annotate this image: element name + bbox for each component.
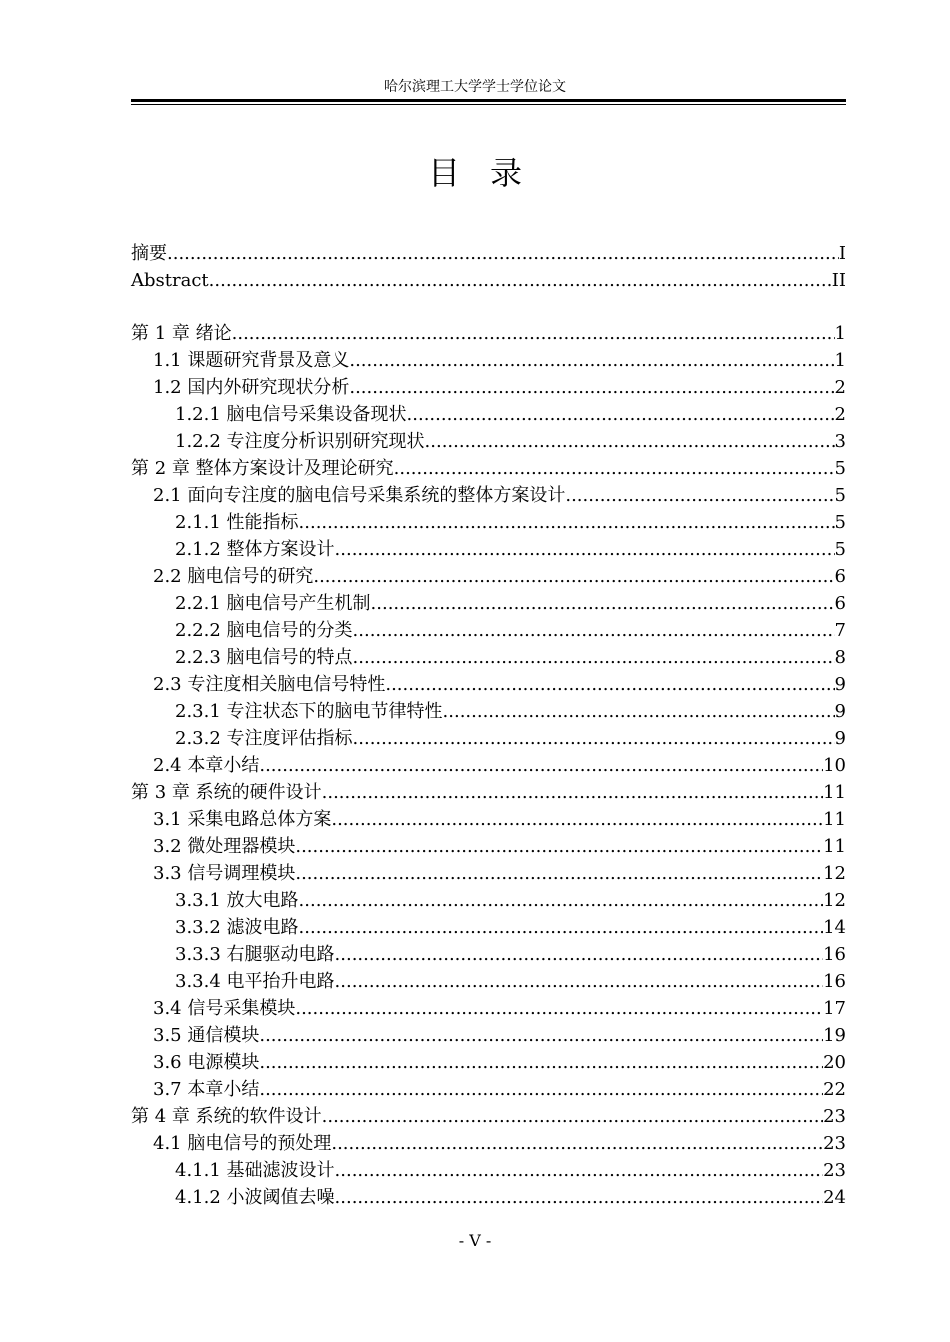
toc-entry-label: 2.2.2 脑电信号的分类: [175, 620, 353, 641]
toc-entry-page: 8: [834, 647, 846, 668]
dot-leader: [322, 779, 823, 806]
dot-leader: [299, 914, 824, 941]
toc-entry-label: 3.2 微处理器模块: [153, 836, 296, 857]
toc-entry-subsection[interactable]: [131, 536, 846, 563]
toc-entry-label: 2.1.1 性能指标: [175, 512, 299, 533]
toc-entry-front[interactable]: [131, 267, 846, 294]
toc-entry-subsection[interactable]: [131, 725, 846, 752]
toc-entry-section[interactable]: [131, 995, 846, 1022]
toc-entry-label: 2.4 本章小结: [153, 755, 260, 776]
toc-entry-label: 1.2.1 脑电信号采集设备现状: [175, 404, 407, 425]
toc-entry-page: 5: [834, 539, 846, 560]
toc-entry-subsection[interactable]: [131, 887, 846, 914]
toc-entry-page: 6: [834, 566, 846, 587]
table-of-contents: [131, 240, 846, 1211]
toc-entry-chapter[interactable]: [131, 1103, 846, 1130]
toc-entry-subsection[interactable]: [131, 968, 846, 995]
toc-entry-label: 3.7 本章小结: [153, 1079, 260, 1100]
toc-entry-page: 9: [834, 674, 846, 695]
toc-entry-page: 24: [823, 1187, 846, 1208]
toc-entry-section[interactable]: [131, 1076, 846, 1103]
dot-leader: [299, 509, 835, 536]
toc-entry-page: 5: [834, 458, 846, 479]
toc-entry-page: 23: [823, 1160, 846, 1181]
dot-leader: [295, 995, 823, 1022]
dot-leader: [353, 617, 835, 644]
dot-leader: [313, 563, 834, 590]
toc-entry-section[interactable]: [131, 1130, 846, 1157]
toc-entry-label: 1.2 国内外研究现状分析: [153, 377, 350, 398]
toc-entry-section[interactable]: [131, 860, 846, 887]
toc-entry-label: 1.1 课题研究背景及意义: [153, 350, 350, 371]
dot-leader: [565, 482, 834, 509]
toc-entry-label: 4.1.1 基础滤波设计: [175, 1160, 335, 1181]
dot-leader: [335, 968, 824, 995]
toc-entry-page: 11: [823, 782, 846, 803]
dot-leader: [299, 887, 824, 914]
toc-entry-label: 4.1 脑电信号的预处理: [153, 1133, 332, 1154]
toc-entry-page: 3: [834, 431, 846, 452]
dot-leader: [394, 455, 835, 482]
toc-entry-page: 1: [834, 350, 846, 371]
dot-leader: [331, 806, 823, 833]
chapter-list: [131, 320, 846, 1211]
toc-entry-label: 4.1.2 小波阈值去噪: [175, 1187, 335, 1208]
toc-entry-label: 摘要: [131, 243, 167, 264]
dot-leader: [259, 1049, 823, 1076]
toc-entry-subsection[interactable]: [131, 1184, 846, 1211]
toc-entry-chapter[interactable]: [131, 455, 846, 482]
toc-entry-subsection[interactable]: [131, 509, 846, 536]
toc-entry-subsection[interactable]: [131, 941, 846, 968]
toc-entry-subsection[interactable]: [131, 698, 846, 725]
toc-entry-label: 3.6 电源模块: [153, 1052, 260, 1073]
toc-entry-page: 23: [823, 1106, 846, 1127]
toc-entry-section[interactable]: [131, 1022, 846, 1049]
dot-leader: [209, 267, 832, 294]
toc-entry-subsection[interactable]: [131, 590, 846, 617]
toc-entry-subsection[interactable]: [131, 914, 846, 941]
toc-entry-page: 10: [823, 755, 846, 776]
toc-entry-section[interactable]: [131, 374, 846, 401]
toc-entry-page: 5: [834, 485, 846, 506]
dot-leader: [349, 374, 834, 401]
toc-entry-label: 第 3 章 系统的硬件设计: [131, 782, 322, 803]
header-rule-thin: [131, 104, 846, 105]
header-rule-thick: [131, 99, 846, 102]
toc-entry-page: 9: [834, 701, 846, 722]
toc-entry-section[interactable]: [131, 482, 846, 509]
dot-leader: [259, 1022, 823, 1049]
toc-entry-page: 2: [834, 377, 846, 398]
toc-entry-subsection[interactable]: [131, 428, 846, 455]
toc-entry-section[interactable]: [131, 806, 846, 833]
toc-entry-subsection[interactable]: [131, 617, 846, 644]
toc-entry-label: 2.3 专注度相关脑电信号特性: [153, 674, 386, 695]
toc-entry-label: 1.2.2 专注度分析识别研究现状: [175, 431, 425, 452]
dot-leader: [407, 401, 835, 428]
toc-entry-label: 第 1 章 绪论: [131, 323, 232, 344]
toc-entry-label: 第 4 章 系统的软件设计: [131, 1106, 322, 1127]
toc-entry-page: 20: [823, 1052, 846, 1073]
dot-leader: [232, 320, 835, 347]
dot-leader: [335, 1184, 824, 1211]
dot-leader: [353, 644, 835, 671]
toc-entry-section[interactable]: [131, 671, 846, 698]
toc-entry-page: 11: [823, 836, 846, 857]
toc-entry-label: 3.1 采集电路总体方案: [153, 809, 332, 830]
toc-entry-label: 第 2 章 整体方案设计及理论研究: [131, 458, 394, 479]
toc-entry-label: 2.1.2 整体方案设计: [175, 539, 335, 560]
toc-entry-page: 2: [834, 404, 846, 425]
dot-leader: [259, 752, 823, 779]
toc-entry-page: 7: [834, 620, 846, 641]
dot-leader: [385, 671, 834, 698]
toc-entry-section[interactable]: [131, 1049, 846, 1076]
toc-entry-label: 3.3.1 放大电路: [175, 890, 299, 911]
dot-leader: [443, 698, 835, 725]
toc-entry-label: 2.3.1 专注状态下的脑电节律特性: [175, 701, 443, 722]
toc-entry-page: 11: [823, 809, 846, 830]
dot-leader: [259, 1076, 823, 1103]
dot-leader: [295, 860, 823, 887]
toc-entry-section[interactable]: [131, 752, 846, 779]
dot-leader: [167, 240, 839, 267]
toc-entry-chapter[interactable]: [131, 320, 846, 347]
dot-leader: [331, 1130, 823, 1157]
toc-entry-page: I: [838, 243, 846, 264]
toc-entry-label: 3.3.4 电平抬升电路: [175, 971, 335, 992]
toc-entry-page: II: [831, 270, 846, 291]
toc-entry-label: 3.5 通信模块: [153, 1025, 260, 1046]
toc-entry-label: 3.3.3 右腿驱动电路: [175, 944, 335, 965]
toc-entry-chapter[interactable]: [131, 779, 846, 806]
toc-entry-page: 12: [823, 863, 846, 884]
toc-entry-page: 12: [823, 890, 846, 911]
toc-entry-label: 2.3.2 专注度评估指标: [175, 728, 353, 749]
toc-entry-label: 2.1 面向专注度的脑电信号采集系统的整体方案设计: [153, 485, 566, 506]
dot-leader: [353, 725, 835, 752]
toc-entry-page: 1: [834, 323, 846, 344]
toc-entry-page: 19: [823, 1025, 846, 1046]
dot-leader: [425, 428, 835, 455]
dot-leader: [335, 1157, 824, 1184]
page-number: - V -: [458, 1231, 492, 1250]
toc-entry-section[interactable]: [131, 833, 846, 860]
toc-entry-page: 17: [823, 998, 846, 1019]
toc-entry-front[interactable]: [131, 240, 846, 267]
toc-entry-page: 5: [834, 512, 846, 533]
toc-entry-page: 23: [823, 1133, 846, 1154]
toc-entry-page: 16: [823, 944, 846, 965]
toc-entry-label: 2.2 脑电信号的研究: [153, 566, 314, 587]
section-gap: [131, 294, 846, 320]
dot-leader: [335, 536, 835, 563]
toc-entry-page: 9: [834, 728, 846, 749]
toc-entry-section[interactable]: [131, 563, 846, 590]
toc-entry-page: 22: [823, 1079, 846, 1100]
toc-entry-subsection[interactable]: [131, 1157, 846, 1184]
toc-entry-label: 3.3.2 滤波电路: [175, 917, 299, 938]
toc-entry-label: Abstract: [131, 270, 209, 291]
toc-entry-section[interactable]: [131, 347, 846, 374]
toc-entry-subsection[interactable]: [131, 644, 846, 671]
toc-entry-page: 6: [834, 593, 846, 614]
toc-entry-label: 3.3 信号调理模块: [153, 863, 296, 884]
dot-leader: [335, 941, 824, 968]
dot-leader: [349, 347, 834, 374]
toc-entry-label: 2.2.1 脑电信号产生机制: [175, 593, 371, 614]
running-header: 哈尔滨理工大学学士学位论文: [384, 79, 566, 95]
front-matter-list: [131, 240, 846, 294]
toc-entry-subsection[interactable]: [131, 401, 846, 428]
dot-leader: [371, 590, 835, 617]
dot-leader: [322, 1103, 823, 1130]
dot-leader: [295, 833, 823, 860]
toc-entry-label: 2.2.3 脑电信号的特点: [175, 647, 353, 668]
toc-entry-label: 3.4 信号采集模块: [153, 998, 296, 1019]
toc-entry-page: 14: [823, 917, 846, 938]
toc-title: 目录: [427, 154, 552, 192]
toc-entry-page: 16: [823, 971, 846, 992]
